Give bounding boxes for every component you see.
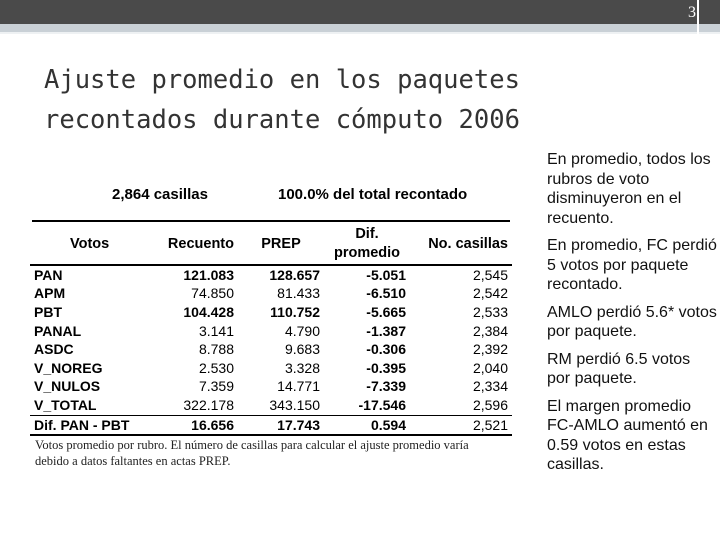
cell-recuento: 3.141 bbox=[198, 322, 234, 339]
cell-dif-promedio: -5.051 bbox=[366, 266, 406, 283]
cell-prep: 14.771 bbox=[277, 378, 320, 395]
cell-dif-promedio: -0.306 bbox=[366, 341, 406, 358]
row-label: PANAL bbox=[34, 322, 82, 339]
cell-recuento: 8.788 bbox=[198, 341, 234, 358]
table-summary-row bbox=[30, 180, 512, 212]
cell-no-casillas: 2,384 bbox=[472, 322, 508, 339]
bullet-list bbox=[547, 150, 717, 483]
summary-total-recontado: 100.0% del total recontado bbox=[278, 186, 468, 203]
cell-dif-promedio: 0.594 bbox=[370, 416, 406, 433]
table-header-row bbox=[30, 224, 512, 265]
table-row bbox=[30, 396, 512, 415]
cell-prep: 110.752 bbox=[270, 303, 320, 320]
cell-no-casillas: 2,040 bbox=[472, 359, 508, 376]
cell-no-casillas: 2,545 bbox=[472, 266, 508, 283]
bullet-item: En promedio, FC perdió 5 votos por paquete recontado. bbox=[547, 237, 717, 293]
page-number: 3 bbox=[688, 4, 696, 21]
cell-no-casillas: 2,596 bbox=[472, 396, 508, 413]
column-header-dif-promedio: Dif. promedio bbox=[333, 226, 401, 261]
table-body bbox=[30, 265, 512, 435]
cell-recuento: 7.359 bbox=[198, 378, 234, 395]
page-number-divider bbox=[697, 0, 699, 38]
cell-dif-promedio: -0.395 bbox=[366, 359, 406, 376]
header-bar bbox=[0, 0, 720, 24]
cell-prep: 17.743 bbox=[277, 416, 320, 433]
cell-prep: 343.150 bbox=[269, 396, 320, 413]
column-header-votos: Votos bbox=[70, 236, 110, 252]
slide-title: Ajuste promedio en los paquetes recontados durante cómputo 2006 bbox=[44, 65, 520, 135]
table-row bbox=[30, 265, 512, 285]
column-header-no-casillas: No. casillas bbox=[428, 236, 508, 252]
cell-prep: 81.433 bbox=[277, 285, 320, 302]
bullet-item: AMLO perdió 5.6* votos por paquete. bbox=[547, 303, 717, 340]
cell-dif-promedio: -17.546 bbox=[358, 396, 406, 413]
table-row bbox=[30, 359, 512, 378]
row-label: Dif. PAN - PBT bbox=[34, 416, 130, 433]
cell-no-casillas: 2,334 bbox=[472, 378, 508, 395]
row-label: PBT bbox=[34, 303, 62, 320]
table-row bbox=[30, 415, 512, 435]
cell-dif-promedio: -6.510 bbox=[366, 285, 406, 302]
cell-no-casillas: 2,533 bbox=[472, 303, 508, 320]
cell-no-casillas: 2,542 bbox=[472, 285, 508, 302]
table-row bbox=[30, 378, 512, 397]
row-label: PAN bbox=[34, 266, 63, 283]
row-label: APM bbox=[34, 285, 66, 302]
header-divider bbox=[0, 32, 720, 34]
row-label: V_TOTAL bbox=[34, 396, 97, 413]
results-table-block bbox=[30, 180, 512, 433]
row-label: ASDC bbox=[34, 341, 74, 358]
bullet-item: RM perdió 6.5 votos por paquete. bbox=[547, 350, 691, 387]
cell-dif-promedio: -1.387 bbox=[366, 322, 406, 339]
results-table bbox=[30, 224, 512, 436]
cell-recuento: 2.530 bbox=[198, 359, 234, 376]
cell-recuento: 74.850 bbox=[191, 285, 234, 302]
cell-prep: 9.683 bbox=[284, 341, 320, 358]
column-header-prep: PREP bbox=[261, 236, 301, 252]
table-row bbox=[30, 340, 512, 359]
table-row bbox=[30, 303, 512, 322]
header-accent-band bbox=[0, 24, 720, 32]
table-row bbox=[30, 285, 512, 304]
bullet-item: En promedio, todos los rubros de voto disminuyeron en el recuento. bbox=[547, 151, 711, 227]
bullet-item: El margen promedio FC-AMLO aumentó en 0.59 votos en estas casillas. bbox=[547, 397, 708, 473]
summary-casillas: 2,864 casillas bbox=[112, 186, 208, 203]
cell-prep: 3.328 bbox=[284, 359, 320, 376]
table-row bbox=[30, 322, 512, 341]
column-header-recuento: Recuento bbox=[167, 236, 234, 252]
table-footnote: Votos promedio por rubro. El número de casillas para calcular el ajuste promedio varía debido a datos faltantes en actas PREP. bbox=[35, 438, 469, 468]
cell-no-casillas: 2,392 bbox=[472, 341, 508, 358]
cell-prep: 128.657 bbox=[269, 266, 320, 283]
row-label: V_NOREG bbox=[34, 359, 103, 376]
cell-recuento: 104.428 bbox=[183, 303, 234, 320]
cell-dif-promedio: -7.339 bbox=[366, 378, 406, 395]
cell-recuento: 16.656 bbox=[191, 416, 234, 433]
cell-no-casillas: 2,521 bbox=[472, 416, 508, 433]
cell-dif-promedio: -5.665 bbox=[366, 303, 406, 320]
row-label: V_NULOS bbox=[34, 378, 101, 395]
cell-recuento: 322.178 bbox=[183, 396, 234, 413]
summary-rule bbox=[32, 220, 510, 222]
cell-prep: 4.790 bbox=[284, 322, 320, 339]
cell-recuento: 121.083 bbox=[183, 266, 234, 283]
